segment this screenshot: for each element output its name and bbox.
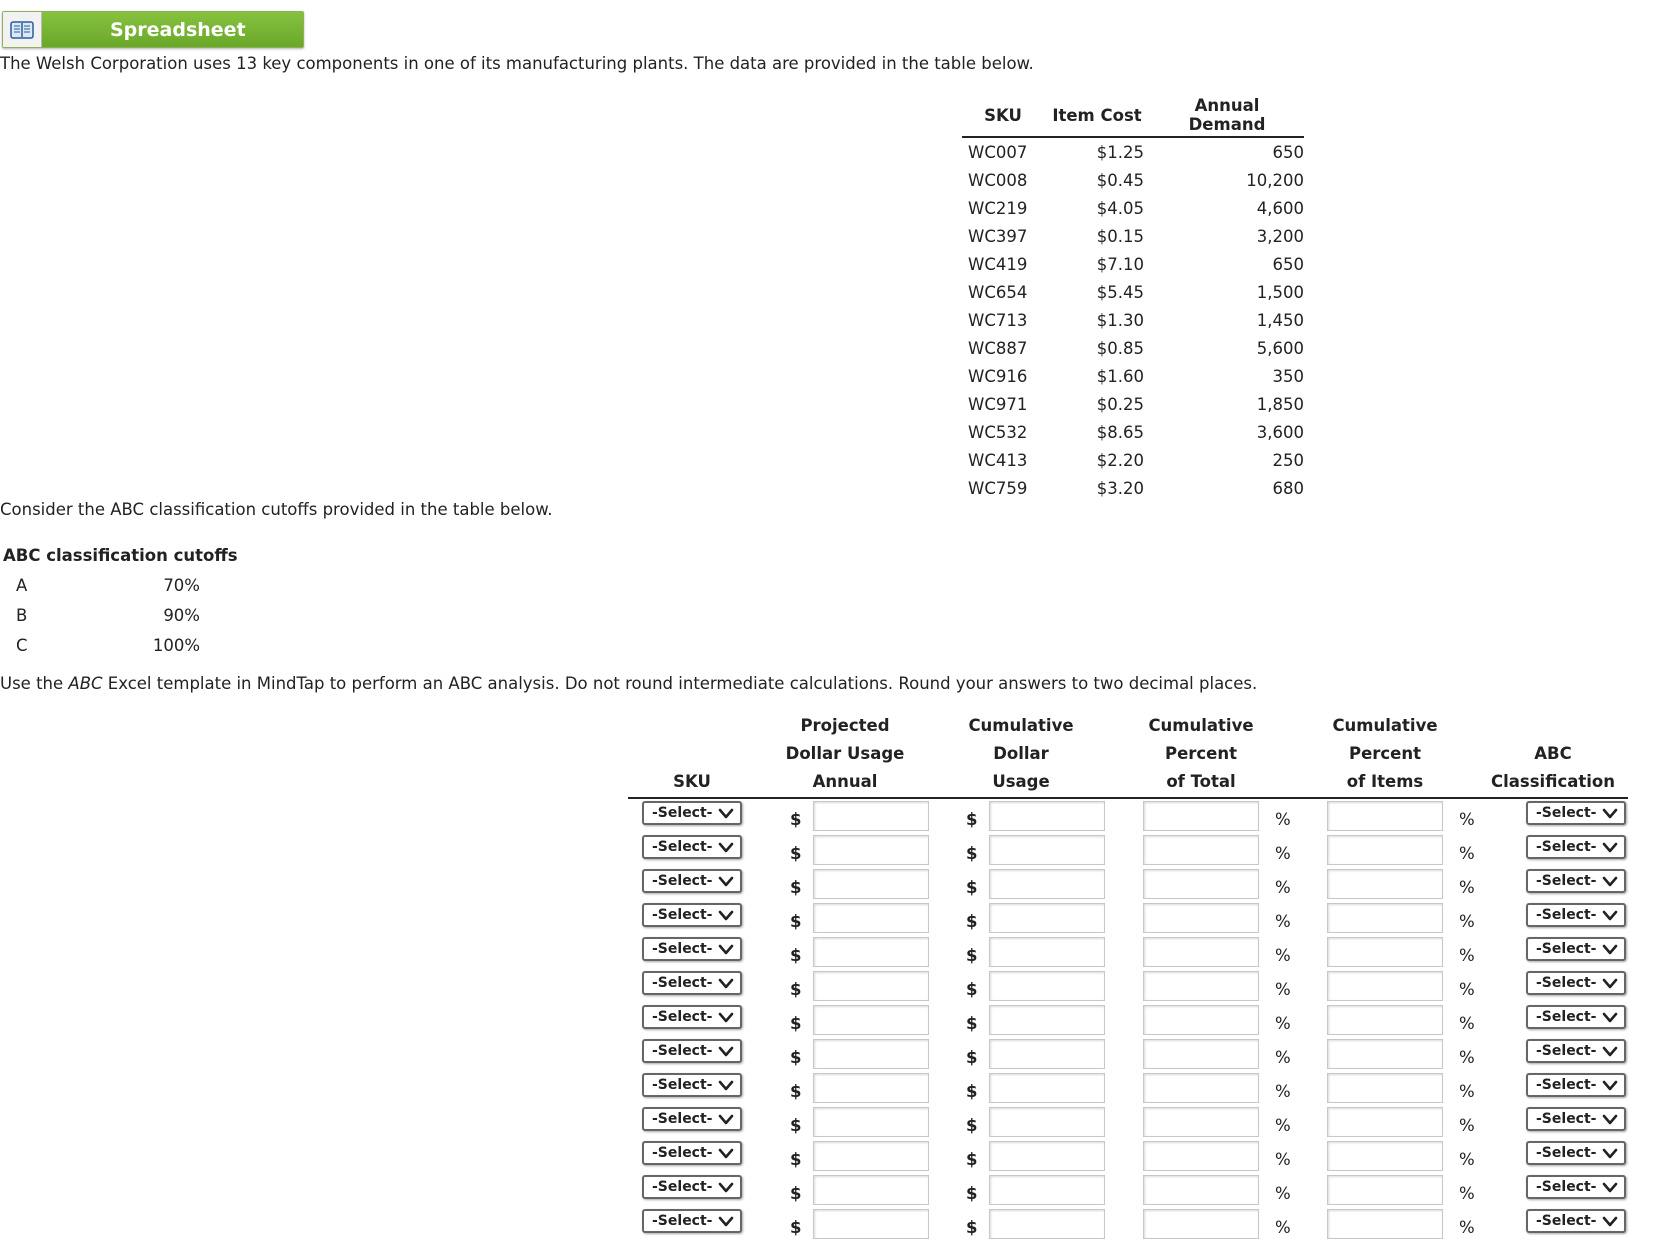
- grid-header-line: Dollar Usage: [785, 744, 905, 763]
- cutoff-class: C: [16, 636, 28, 655]
- instructions-after: Excel template in MindTap to perform an ABC analysis. Do not round intermediate calculations. Round your answers to two decimal places.: [102, 674, 1258, 693]
- cumulative-dollar-usage-input[interactable]: [989, 869, 1105, 899]
- cutoff-percent: 90%: [163, 606, 200, 625]
- annual-dollar-usage-input[interactable]: [813, 971, 929, 1001]
- select-placeholder: -Select-: [1536, 873, 1597, 889]
- sku-cell: WC916: [968, 366, 1028, 386]
- data-table-row: [962, 222, 1304, 250]
- cumulative-dollar-usage-input[interactable]: [989, 1175, 1105, 1205]
- chevron-down-icon: [1602, 805, 1618, 821]
- chevron-down-icon: [718, 975, 734, 991]
- chevron-down-icon: [718, 1009, 734, 1025]
- percent-symbol: %: [1275, 1014, 1291, 1033]
- grid-header-line: Percent: [1164, 744, 1238, 763]
- currency-symbol: $: [966, 1184, 978, 1203]
- currency-symbol: $: [966, 946, 978, 965]
- sku-cell: WC219: [968, 198, 1028, 218]
- consider-text: Consider the ABC classification cutoffs provided in the table below.: [0, 500, 553, 519]
- grid-header-rule: [628, 797, 1628, 799]
- select-placeholder: -Select-: [652, 1111, 713, 1127]
- annual-dollar-usage-input[interactable]: [813, 1175, 929, 1205]
- chevron-down-icon: [1602, 1145, 1618, 1161]
- item-cost-cell: $4.05: [1096, 198, 1144, 218]
- abc-classification-select[interactable]: [1526, 1073, 1626, 1097]
- grid-header-line: SKU: [673, 772, 711, 791]
- currency-symbol: $: [966, 1048, 978, 1067]
- cumulative-dollar-usage-input[interactable]: [989, 1005, 1105, 1035]
- currency-symbol: $: [966, 1150, 978, 1169]
- select-placeholder: -Select-: [652, 1077, 713, 1093]
- chevron-down-icon: [718, 1111, 734, 1127]
- annual-demand-cell: 680: [1272, 478, 1304, 498]
- cumulative-dollar-usage-input[interactable]: [989, 971, 1105, 1001]
- header-sku: SKU: [962, 96, 1044, 137]
- cumulative-percent-total-input[interactable]: [1143, 971, 1259, 1001]
- select-placeholder: -Select-: [1536, 1043, 1597, 1059]
- sku-select[interactable]: [642, 869, 742, 893]
- header-annual-demand: Annual Demand: [1150, 96, 1304, 137]
- sku-cell: WC759: [968, 478, 1028, 498]
- abc-classification-select[interactable]: [1526, 937, 1626, 961]
- cumulative-percent-items-input[interactable]: [1327, 801, 1443, 831]
- annual-dollar-usage-input[interactable]: [813, 1005, 929, 1035]
- percent-symbol: %: [1459, 1116, 1475, 1135]
- chevron-down-icon: [1602, 941, 1618, 957]
- abc-classification-select[interactable]: [1526, 1005, 1626, 1029]
- data-table-row: [962, 137, 1304, 166]
- percent-symbol: %: [1275, 1218, 1291, 1237]
- currency-symbol: $: [790, 1014, 802, 1033]
- chevron-down-icon: [1602, 873, 1618, 889]
- annual-demand-cell: 5,600: [1256, 338, 1304, 358]
- select-placeholder: -Select-: [1536, 1145, 1597, 1161]
- sku-cell: WC971: [968, 394, 1028, 414]
- percent-symbol: %: [1275, 912, 1291, 931]
- chevron-down-icon: [718, 1077, 734, 1093]
- sku-select[interactable]: [642, 971, 742, 995]
- select-placeholder: -Select-: [652, 873, 713, 889]
- sku-select[interactable]: [642, 801, 742, 825]
- grid-header-line: Cumulative: [968, 716, 1074, 735]
- percent-symbol: %: [1459, 946, 1475, 965]
- sku-cell: WC397: [968, 226, 1028, 246]
- grid-header-line: of Items: [1346, 772, 1424, 791]
- item-cost-cell: $5.45: [1096, 282, 1144, 302]
- percent-symbol: %: [1275, 810, 1291, 829]
- cumulative-percent-total-input[interactable]: [1143, 1175, 1259, 1205]
- percent-symbol: %: [1459, 1048, 1475, 1067]
- cumulative-percent-items-input[interactable]: [1327, 1039, 1443, 1069]
- percent-symbol: %: [1275, 980, 1291, 999]
- sku-select[interactable]: [642, 1039, 742, 1063]
- abc-classification-select[interactable]: [1526, 835, 1626, 859]
- item-cost-cell: $0.25: [1096, 394, 1144, 414]
- cumulative-percent-total-input[interactable]: [1143, 903, 1259, 933]
- grid-header-line: Cumulative: [1332, 716, 1438, 735]
- item-cost-cell: $1.60: [1096, 366, 1144, 386]
- annual-demand-cell: 1,850: [1256, 394, 1304, 414]
- cumulative-percent-total-input[interactable]: [1143, 1005, 1259, 1035]
- header-item-cost: Item Cost: [1044, 96, 1150, 137]
- cutoff-class: A: [16, 576, 28, 595]
- data-table-row: [962, 250, 1304, 278]
- sku-cell: WC654: [968, 282, 1028, 302]
- book-icon: [3, 12, 42, 47]
- data-table-row: [962, 278, 1304, 306]
- abc-classification-select[interactable]: [1526, 869, 1626, 893]
- cumulative-percent-total-input[interactable]: [1143, 835, 1259, 865]
- sku-select[interactable]: [642, 1141, 742, 1165]
- abc-classification-select[interactable]: [1526, 1141, 1626, 1165]
- grid-header-line: Cumulative: [1148, 716, 1254, 735]
- item-cost-cell: $0.15: [1096, 226, 1144, 246]
- instructions-text: [0, 673, 1257, 695]
- cumulative-percent-total-input[interactable]: [1143, 869, 1259, 899]
- select-placeholder: -Select-: [652, 975, 713, 991]
- percent-symbol: %: [1459, 1082, 1475, 1101]
- chevron-down-icon: [718, 907, 734, 923]
- sku-cell: WC713: [968, 310, 1028, 330]
- cumulative-percent-total-input[interactable]: [1143, 1039, 1259, 1069]
- cumulative-percent-total-input[interactable]: [1143, 1141, 1259, 1171]
- currency-symbol: $: [966, 1014, 978, 1033]
- chevron-down-icon: [1602, 1111, 1618, 1127]
- currency-symbol: $: [966, 980, 978, 999]
- percent-symbol: %: [1275, 844, 1291, 863]
- percent-symbol: %: [1459, 878, 1475, 897]
- currency-symbol: $: [790, 1082, 802, 1101]
- select-placeholder: -Select-: [1536, 941, 1597, 957]
- annual-dollar-usage-input[interactable]: [813, 903, 929, 933]
- grid-header-line: ABC: [1534, 744, 1572, 763]
- currency-symbol: $: [790, 1150, 802, 1169]
- select-placeholder: -Select-: [1536, 1213, 1597, 1229]
- annual-demand-cell: 1,450: [1256, 310, 1304, 330]
- annual-dollar-usage-input[interactable]: [813, 801, 929, 831]
- cumulative-percent-items-input[interactable]: [1327, 937, 1443, 967]
- grid-header-line: Projected: [800, 716, 890, 735]
- cutoff-percent: 100%: [152, 636, 200, 655]
- percent-symbol: %: [1459, 810, 1475, 829]
- annual-demand-cell: 350: [1272, 366, 1304, 386]
- cutoff-percent: 70%: [163, 576, 200, 595]
- sku-cell: WC413: [968, 450, 1028, 470]
- select-placeholder: -Select-: [1536, 1179, 1597, 1195]
- grid-header-line: Usage: [992, 772, 1050, 791]
- chevron-down-icon: [718, 1043, 734, 1059]
- chevron-down-icon: [718, 839, 734, 855]
- percent-symbol: %: [1459, 1184, 1475, 1203]
- select-placeholder: -Select-: [652, 1179, 713, 1195]
- select-placeholder: -Select-: [1536, 907, 1597, 923]
- abc-classification-select[interactable]: [1526, 1039, 1626, 1063]
- chevron-down-icon: [1602, 975, 1618, 991]
- currency-symbol: $: [790, 912, 802, 931]
- cumulative-dollar-usage-input[interactable]: [989, 903, 1105, 933]
- select-placeholder: -Select-: [652, 1043, 713, 1059]
- abc-classification-select[interactable]: [1526, 903, 1626, 927]
- sku-cell: WC008: [968, 170, 1028, 190]
- chevron-down-icon: [718, 805, 734, 821]
- item-cost-cell: $1.30: [1096, 310, 1144, 330]
- annual-demand-cell: 3,200: [1256, 226, 1304, 246]
- cumulative-percent-items-input[interactable]: [1327, 1107, 1443, 1137]
- select-placeholder: -Select-: [652, 907, 713, 923]
- percent-symbol: %: [1275, 878, 1291, 897]
- cumulative-dollar-usage-input[interactable]: [989, 1039, 1105, 1069]
- cumulative-dollar-usage-input[interactable]: [989, 801, 1105, 831]
- currency-symbol: $: [790, 1218, 802, 1237]
- item-cost-cell: $7.10: [1096, 254, 1144, 274]
- instructions-italic: ABC: [68, 674, 103, 693]
- select-placeholder: -Select-: [652, 1213, 713, 1229]
- chevron-down-icon: [1602, 1009, 1618, 1025]
- cumulative-percent-items-input[interactable]: [1327, 1073, 1443, 1103]
- cumulative-percent-items-input[interactable]: [1327, 1005, 1443, 1035]
- cumulative-percent-items-input[interactable]: [1327, 835, 1443, 865]
- currency-symbol: $: [790, 810, 802, 829]
- grid-header-line: of Total: [1166, 772, 1236, 791]
- annual-dollar-usage-input[interactable]: [813, 937, 929, 967]
- item-cost-cell: $0.85: [1096, 338, 1144, 358]
- annual-demand-cell: 650: [1272, 254, 1304, 274]
- cumulative-dollar-usage-input[interactable]: [989, 1107, 1105, 1137]
- percent-symbol: %: [1275, 1082, 1291, 1101]
- component-data-table: [962, 96, 1304, 502]
- annual-demand-cell: 10,200: [1246, 170, 1304, 190]
- item-cost-cell: $0.45: [1096, 170, 1144, 190]
- percent-symbol: %: [1275, 946, 1291, 965]
- percent-symbol: %: [1275, 1150, 1291, 1169]
- annual-demand-cell: 1,500: [1256, 282, 1304, 302]
- currency-symbol: $: [790, 844, 802, 863]
- cumulative-percent-items-input[interactable]: [1327, 869, 1443, 899]
- grid-header-annual-dollar-usage: [745, 712, 945, 796]
- annual-dollar-usage-input[interactable]: [813, 1039, 929, 1069]
- annual-dollar-usage-input[interactable]: [813, 869, 929, 899]
- cutoffs-title: ABC classification cutoffs: [3, 546, 238, 565]
- currency-symbol: $: [790, 980, 802, 999]
- data-table-row: [962, 390, 1304, 418]
- annual-demand-cell: 3,600: [1256, 422, 1304, 442]
- chevron-down-icon: [1602, 839, 1618, 855]
- select-placeholder: -Select-: [1536, 975, 1597, 991]
- data-table-row: [962, 166, 1304, 194]
- currency-symbol: $: [790, 946, 802, 965]
- cumulative-dollar-usage-input[interactable]: [989, 937, 1105, 967]
- cumulative-dollar-usage-input[interactable]: [989, 1073, 1105, 1103]
- sku-select[interactable]: [642, 1209, 742, 1233]
- cumulative-dollar-usage-input[interactable]: [989, 1141, 1105, 1171]
- sku-select[interactable]: [642, 1175, 742, 1199]
- cumulative-percent-total-input[interactable]: [1143, 801, 1259, 831]
- percent-symbol: %: [1459, 912, 1475, 931]
- chevron-down-icon: [718, 1179, 734, 1195]
- sku-select[interactable]: [642, 1107, 742, 1131]
- data-table-row: [962, 194, 1304, 222]
- select-placeholder: -Select-: [1536, 805, 1597, 821]
- currency-symbol: $: [966, 1218, 978, 1237]
- annual-demand-cell: 650: [1272, 142, 1304, 162]
- sku-cell: WC532: [968, 422, 1028, 442]
- grid-header-line: Percent: [1348, 744, 1422, 763]
- percent-symbol: %: [1459, 844, 1475, 863]
- cumulative-percent-items-input[interactable]: [1327, 1141, 1443, 1171]
- currency-symbol: $: [966, 912, 978, 931]
- grid-header-line: Dollar: [993, 744, 1049, 763]
- annual-dollar-usage-input[interactable]: [813, 835, 929, 865]
- item-cost-cell: $3.20: [1096, 478, 1144, 498]
- currency-symbol: $: [790, 1184, 802, 1203]
- currency-symbol: $: [966, 878, 978, 897]
- currency-symbol: $: [966, 844, 978, 863]
- percent-symbol: %: [1275, 1048, 1291, 1067]
- chevron-down-icon: [718, 941, 734, 957]
- data-table-row: [962, 334, 1304, 362]
- annual-demand-cell: 250: [1272, 450, 1304, 470]
- select-placeholder: -Select-: [1536, 1111, 1597, 1127]
- grid-header-cumulative-percent-total: [1101, 712, 1301, 796]
- data-table-row: [962, 446, 1304, 474]
- abc-classification-select[interactable]: [1526, 1209, 1626, 1233]
- cumulative-percent-total-input[interactable]: [1143, 1209, 1259, 1239]
- percent-symbol: %: [1459, 1014, 1475, 1033]
- currency-symbol: $: [790, 1116, 802, 1135]
- grid-header-line: Classification: [1491, 772, 1615, 791]
- cumulative-percent-items-input[interactable]: [1327, 903, 1443, 933]
- percent-symbol: %: [1459, 1218, 1475, 1237]
- grid-header-cumulative-dollar-usage: [921, 712, 1121, 796]
- data-table-row: [962, 474, 1304, 502]
- grid-header-line: Annual: [812, 772, 878, 791]
- select-placeholder: -Select-: [1536, 1009, 1597, 1025]
- intro-text: The Welsh Corporation uses 13 key components in one of its manufacturing plants. The data are provided in the table below.: [0, 54, 1034, 73]
- cumulative-percent-total-input[interactable]: [1143, 937, 1259, 967]
- chevron-down-icon: [718, 1145, 734, 1161]
- select-placeholder: -Select-: [652, 805, 713, 821]
- sku-select[interactable]: [642, 835, 742, 859]
- select-placeholder: -Select-: [1536, 1077, 1597, 1093]
- percent-symbol: %: [1459, 980, 1475, 999]
- cumulative-percent-total-input[interactable]: [1143, 1073, 1259, 1103]
- item-cost-cell: $2.20: [1096, 450, 1144, 470]
- currency-symbol: $: [966, 1116, 978, 1135]
- data-table-row: [962, 418, 1304, 446]
- spreadsheet-button[interactable]: [2, 11, 304, 48]
- percent-symbol: %: [1275, 1184, 1291, 1203]
- cutoff-class: B: [16, 606, 28, 625]
- select-placeholder: -Select-: [1536, 839, 1597, 855]
- percent-symbol: %: [1275, 1116, 1291, 1135]
- cumulative-percent-total-input[interactable]: [1143, 1107, 1259, 1137]
- select-placeholder: -Select-: [652, 941, 713, 957]
- sku-select[interactable]: [642, 1073, 742, 1097]
- currency-symbol: $: [790, 878, 802, 897]
- cumulative-dollar-usage-input[interactable]: [989, 1209, 1105, 1239]
- abc-classification-select[interactable]: [1526, 971, 1626, 995]
- cumulative-dollar-usage-input[interactable]: [989, 835, 1105, 865]
- data-table-row: [962, 306, 1304, 334]
- chevron-down-icon: [1602, 907, 1618, 923]
- instructions-before: Use the: [0, 674, 69, 693]
- cumulative-percent-items-input[interactable]: [1327, 1175, 1443, 1205]
- grid-header-abc-classification: [1453, 740, 1653, 796]
- sku-cell: WC419: [968, 254, 1028, 274]
- sku-cell: WC887: [968, 338, 1028, 358]
- currency-symbol: $: [966, 810, 978, 829]
- cumulative-percent-items-input[interactable]: [1327, 971, 1443, 1001]
- abc-classification-select[interactable]: [1526, 1107, 1626, 1131]
- chevron-down-icon: [1602, 1213, 1618, 1229]
- sku-select[interactable]: [642, 937, 742, 961]
- percent-symbol: %: [1459, 1150, 1475, 1169]
- cumulative-percent-items-input[interactable]: [1327, 1209, 1443, 1239]
- abc-classification-select[interactable]: [1526, 801, 1626, 825]
- chevron-down-icon: [718, 1213, 734, 1229]
- chevron-down-icon: [1602, 1077, 1618, 1093]
- select-placeholder: -Select-: [652, 1009, 713, 1025]
- currency-symbol: $: [966, 1082, 978, 1101]
- item-cost-cell: $1.25: [1096, 142, 1144, 162]
- select-placeholder: -Select-: [652, 1145, 713, 1161]
- sku-cell: WC007: [968, 142, 1028, 162]
- chevron-down-icon: [718, 873, 734, 889]
- annual-dollar-usage-input[interactable]: [813, 1073, 929, 1103]
- annual-dollar-usage-input[interactable]: [813, 1107, 929, 1137]
- currency-symbol: $: [790, 1048, 802, 1067]
- data-table-row: [962, 362, 1304, 390]
- sku-select[interactable]: [642, 1005, 742, 1029]
- select-placeholder: -Select-: [652, 839, 713, 855]
- sku-select[interactable]: [642, 903, 742, 927]
- spreadsheet-label: Spreadsheet: [42, 12, 303, 47]
- chevron-down-icon: [1602, 1043, 1618, 1059]
- annual-dollar-usage-input[interactable]: [813, 1209, 929, 1239]
- abc-classification-select[interactable]: [1526, 1175, 1626, 1199]
- chevron-down-icon: [1602, 1179, 1618, 1195]
- annual-dollar-usage-input[interactable]: [813, 1141, 929, 1171]
- item-cost-cell: $8.65: [1096, 422, 1144, 442]
- annual-demand-cell: 4,600: [1256, 198, 1304, 218]
